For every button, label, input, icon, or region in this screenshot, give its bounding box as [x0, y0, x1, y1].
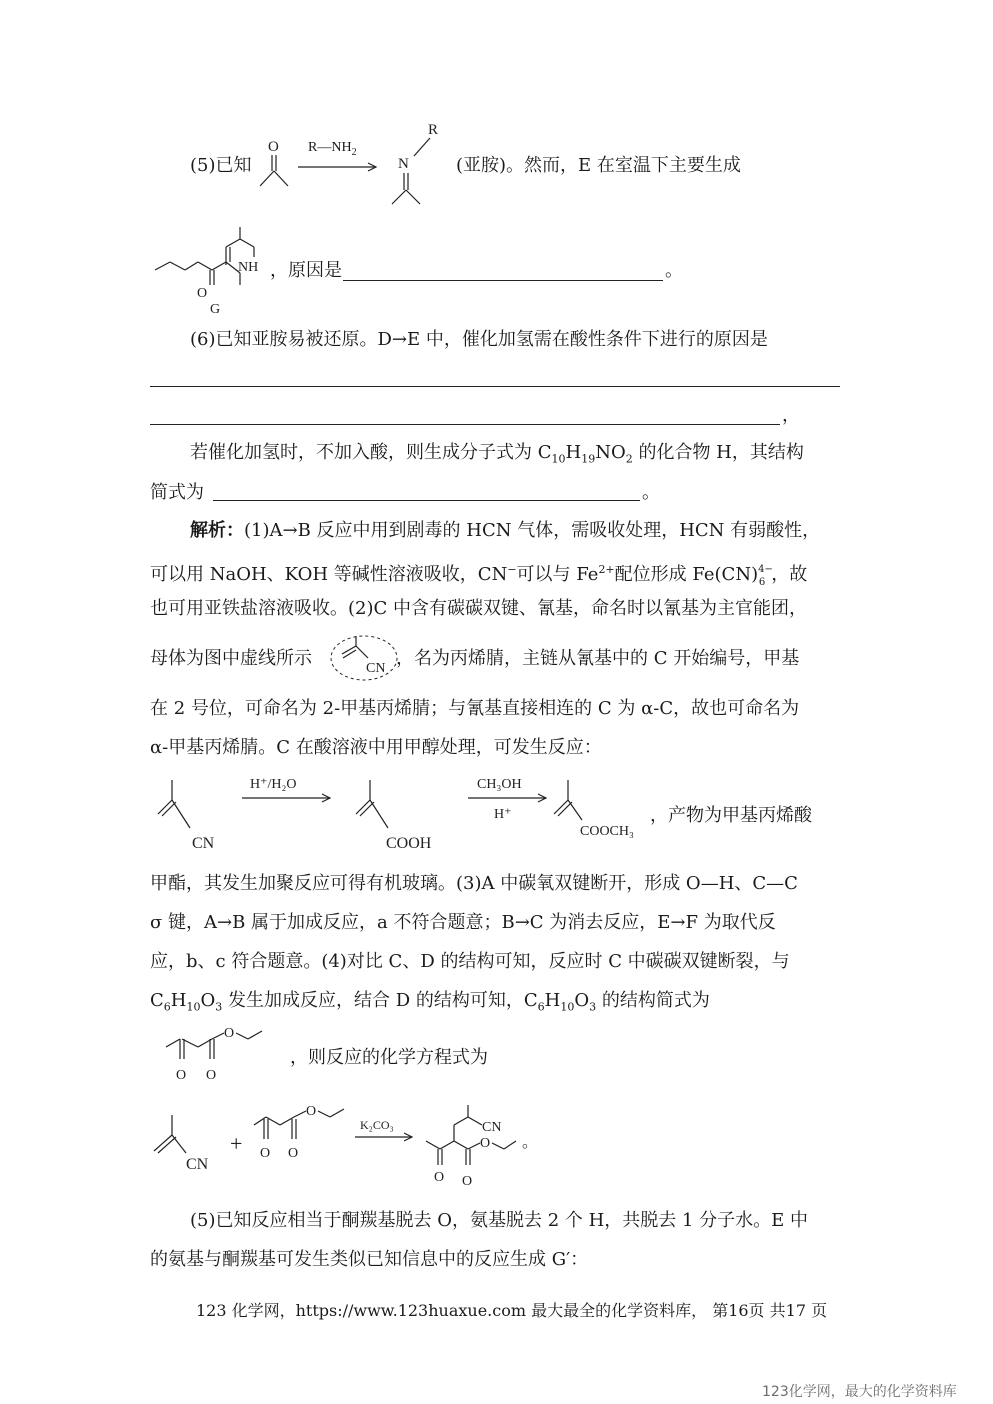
eq-plus: + — [230, 1131, 243, 1156]
analysis-line9: 应，b、c 符合题意。(4)对比 C、D 的结构可知，反应时 C 中碳碳双键断裂，与 — [150, 951, 790, 972]
ester-O3: O — [224, 1026, 235, 1041]
watermark: 123化学网，最大的化学资料库 — [762, 1384, 957, 1400]
scheme-COOCH3: COOCH₃ — [580, 824, 634, 839]
eq-O2: O — [288, 1146, 299, 1161]
analysis-line11: ，则反应的化学方程式为 — [290, 1047, 488, 1068]
q6-paragraph3: 简式为 — [150, 482, 204, 503]
page-footer: 123 化学网，https://www.123huaxue.com 最大最全的化学资料库， 第16页 共17 页 — [196, 1301, 828, 1320]
q6-comma: ， — [782, 405, 800, 426]
q6-line1: (6)已知亚胺易被还原。D→E 中，催化加氢需在酸性条件下进行的原因是 — [190, 329, 768, 350]
addition-equation — [150, 1105, 540, 1193]
imine-N: N — [398, 156, 409, 172]
eq-product-O2: O — [462, 1174, 473, 1189]
q5-end: 。 — [665, 260, 683, 281]
scheme-COOH: COOH — [386, 835, 432, 852]
analysis-line10: $C_6H_{10}O_3$ 发生加成反应，结合 D 的结构可知，$C_6H_{10}O_3$ 的结构简式为 — [150, 990, 710, 1014]
G-label: G — [210, 302, 221, 317]
arrow1-condition: H⁺/H₂O — [250, 777, 297, 792]
answer-blank[interactable] — [213, 500, 640, 501]
methacrylate-reaction-scheme — [150, 770, 690, 860]
compound-G-structure — [150, 225, 280, 317]
reaction-arrow — [298, 163, 380, 173]
acetone-structure — [255, 135, 295, 195]
eq-product-CN: CN — [482, 1120, 502, 1135]
reaction-reagent: $R—NH_2$ — [308, 140, 357, 158]
G-oxygen: O — [197, 286, 208, 301]
acrylonitrile-dashed-structure — [328, 632, 400, 684]
imine-R: R — [428, 122, 439, 138]
analysis-line2: 可以用 NaOH、KOH 等碱性溶液吸收，CN−可以与 $Fe^{2+}$配位形成 Fe(CN)$^{4-}_6$ ，故 — [150, 563, 808, 588]
ester-O1: O — [176, 1068, 187, 1083]
dashed-CN: CN — [366, 661, 386, 676]
analysis-line1: 解析：(1)A→B 反应中用到剧毒的 HCN 气体，需吸收处理，HCN 有弱酸性， — [190, 520, 821, 541]
eq-O1: O — [260, 1146, 271, 1161]
arrow2-condition-bottom: H⁺ — [494, 807, 512, 822]
analysis-line13: 的氨基与酮羰基可发生类似已知信息中的反应生成 G′： — [150, 1249, 589, 1270]
ester-O2: O — [206, 1068, 217, 1083]
analysis-line8: σ 键，A→B 属于加成反应，a 不符合题意；B→C 为消去反应，E→F 为取代反 — [150, 912, 776, 933]
analysis-line12: (5)已知反应相当于酮羰基脱去 O，氨基脱去 2 个 H，共脱去 1 分子水。E 中 — [190, 1210, 809, 1231]
eq-product-O1: O — [434, 1170, 445, 1185]
analysis-line4a: 母体为图中虚线所示 — [150, 648, 312, 669]
answer-blank[interactable] — [343, 280, 663, 281]
q6-paragraph2: 若催化加氢时，不加入酸，则生成分子式为 $C_{10}H_{19}NO_2$ 的化合物 H，其结构 — [190, 442, 804, 466]
eq-condition: K₂CO₃ — [360, 1118, 394, 1132]
analysis-line5: 在 2 号位，可命名为 2-甲基丙烯腈；与氰基直接相连的 C 为 α-C，故也可命名为 — [150, 698, 800, 719]
q5-reason: ，原因是 — [270, 260, 342, 281]
q5-label: (5)已知 — [190, 155, 252, 176]
analysis-line3: 也可用亚铁盐溶液吸收。(2)C 中含有碳碳双键、氰基，命名时以氰基为主官能团， — [150, 598, 807, 619]
analysis-reaction-after: ，产物为甲基丙烯酸 — [650, 805, 812, 826]
eq-O3: O — [306, 1104, 317, 1119]
G-NH: NH — [238, 260, 259, 275]
imine-structure — [388, 118, 448, 210]
analysis-line6: α-甲基丙烯腈。C 在酸溶液中用甲醇处理，可发生反应： — [150, 737, 602, 758]
eq-end: 。 — [522, 1134, 539, 1151]
q5-after-text: (亚胺)。然而，E 在室温下主要生成 — [456, 155, 741, 176]
analysis-label: 解析： — [190, 520, 244, 541]
eq-CN: CN — [186, 1156, 209, 1173]
answer-blank[interactable] — [150, 424, 780, 425]
analysis-line7: 甲酯，其发生加聚反应可得有机玻璃。(3)A 中碳氧双键断开，形成 O—H、C—C — [150, 873, 798, 894]
ethyl-acetoacetate-structure — [160, 1025, 280, 1087]
eq-product-O3: O — [480, 1136, 491, 1151]
analysis-line4b: ，名为丙烯腈，主链从氰基中的 C 开始编号，甲基 — [396, 648, 800, 669]
answer-blank[interactable] — [150, 386, 840, 387]
arrow2-condition-top: CH₃OH — [477, 777, 522, 792]
q6-end: 。 — [642, 482, 660, 503]
acetone-oxygen: O — [268, 139, 279, 155]
scheme-CN: CN — [192, 835, 215, 852]
